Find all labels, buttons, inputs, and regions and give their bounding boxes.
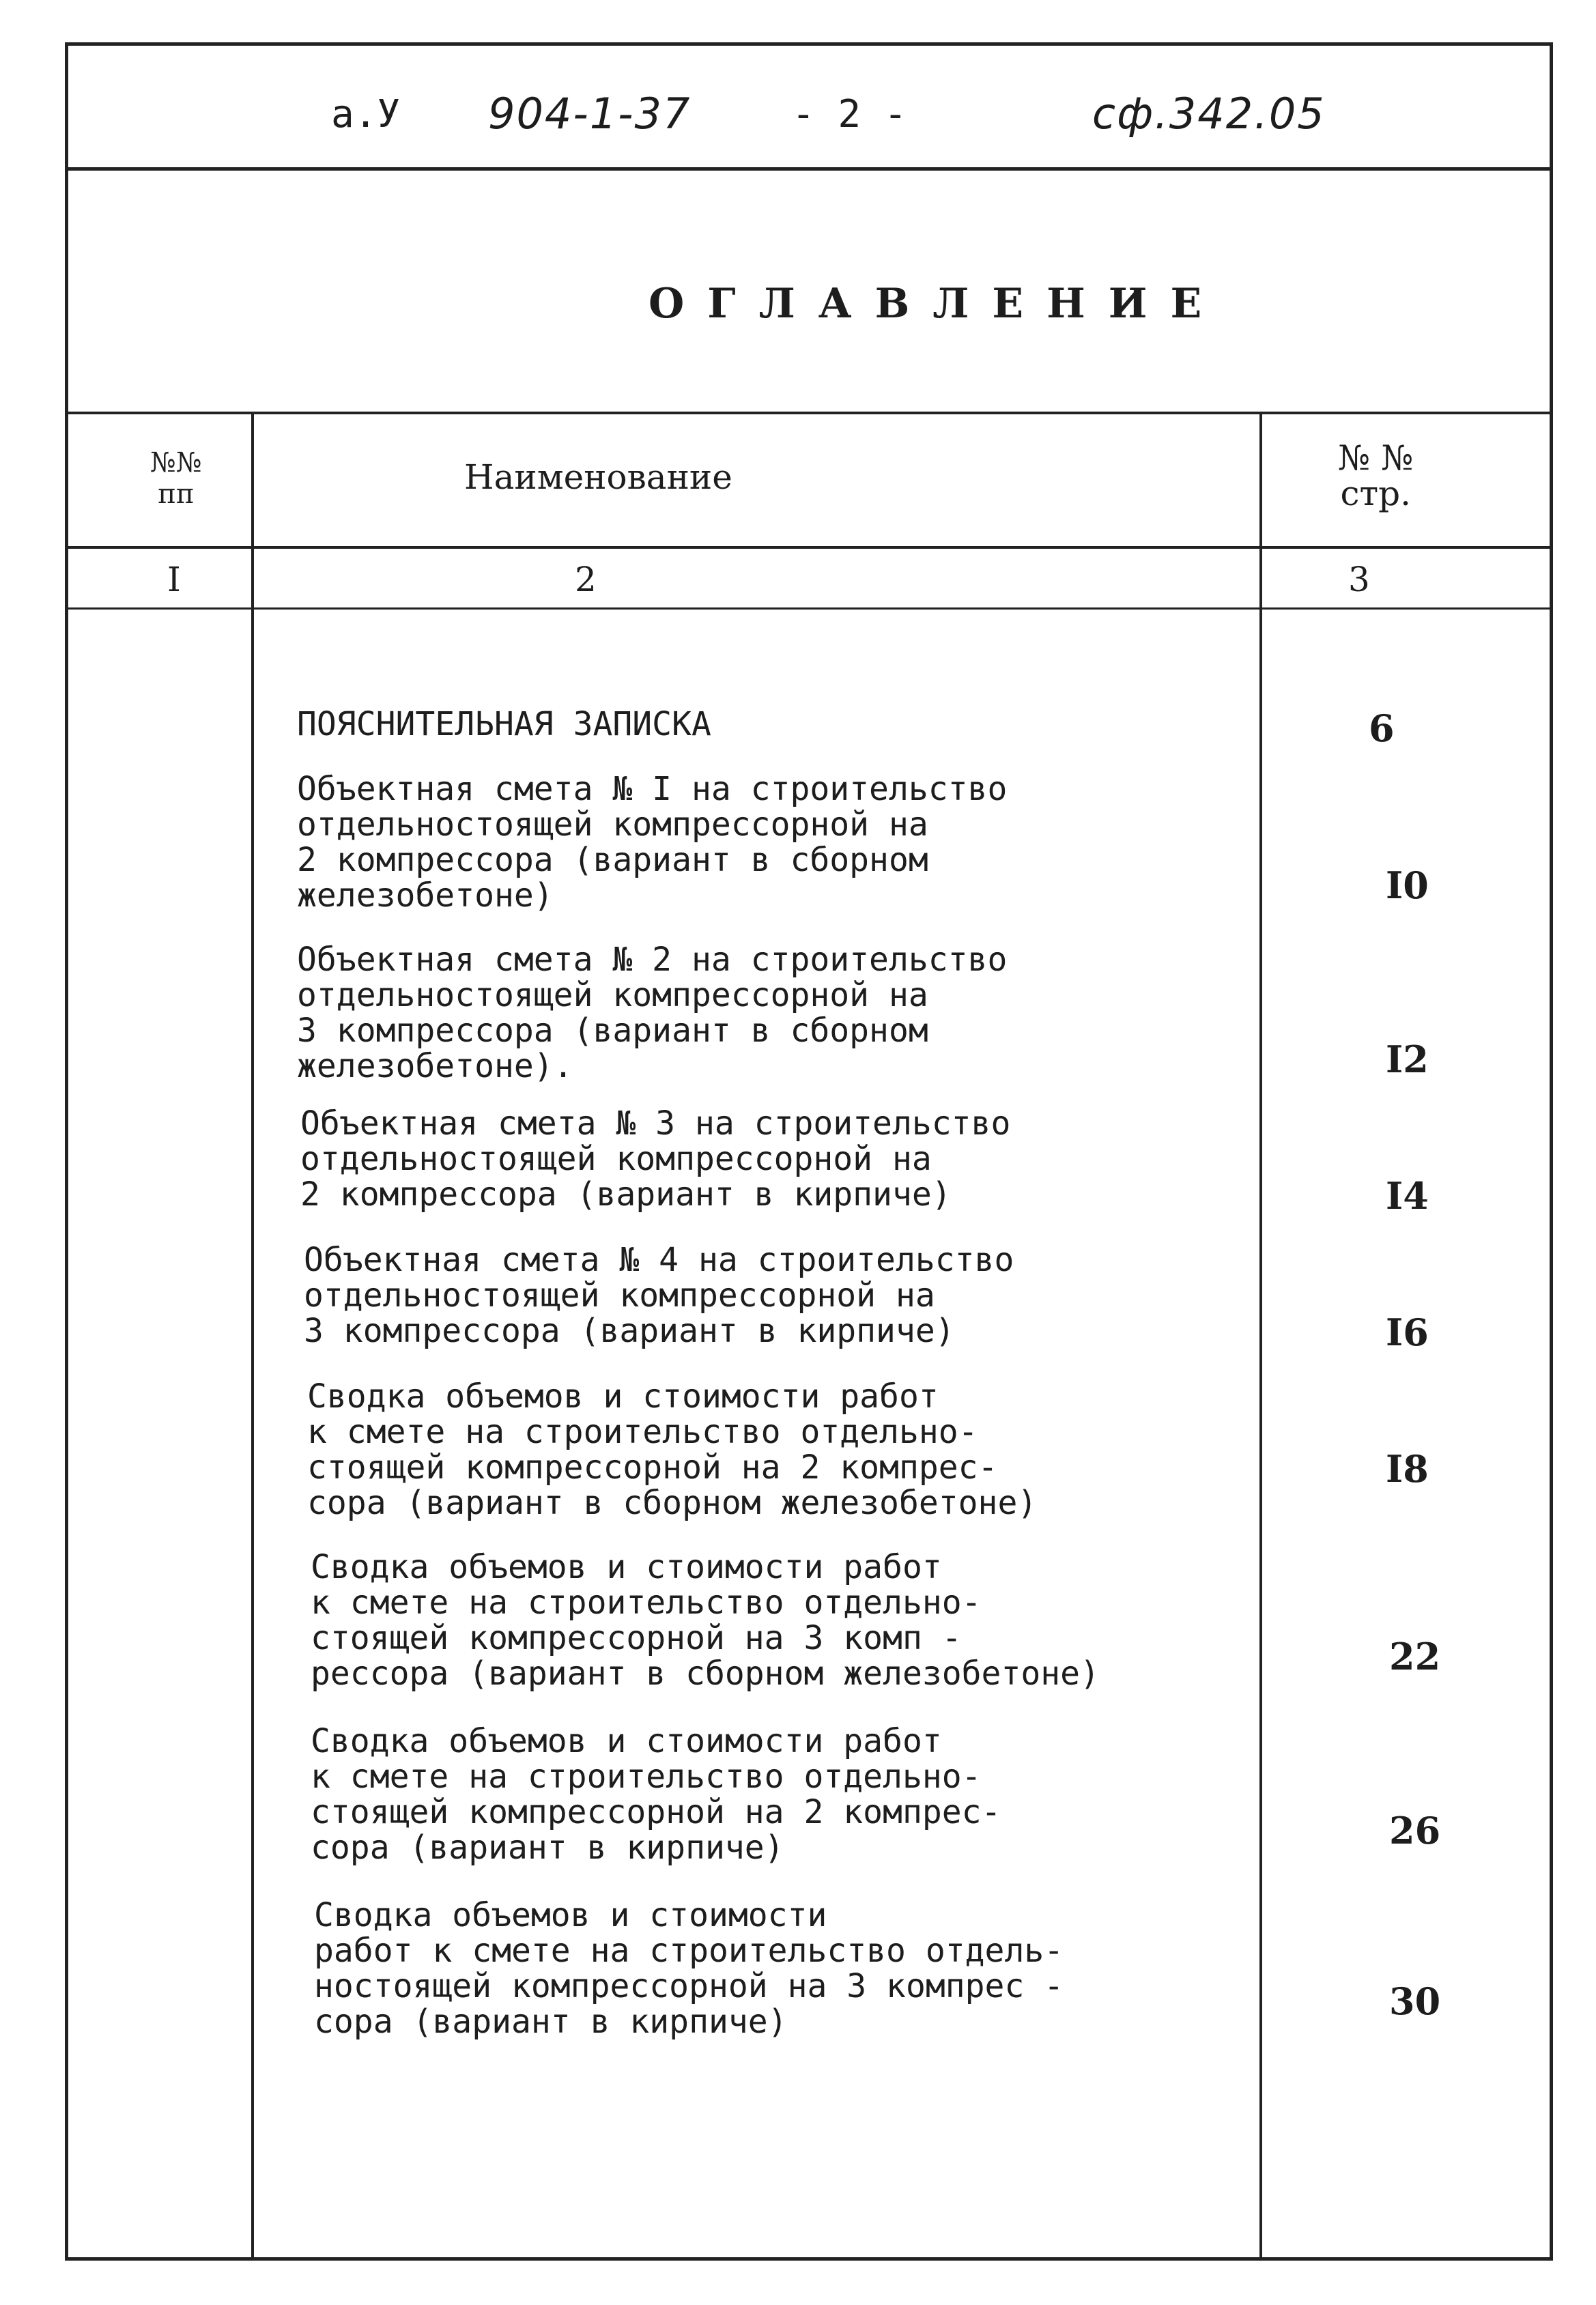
- toc-entry-page: 22: [1389, 1635, 1441, 1678]
- header-divider: [65, 167, 1553, 171]
- column-header-page-label: № № стр.: [1338, 438, 1414, 513]
- column-header-number-label: №№ пп: [150, 447, 202, 510]
- toc-entry-page: I4: [1386, 1174, 1429, 1218]
- sheet-code: сф.342.05: [1092, 89, 1326, 139]
- toc-entry-name: Сводка объемов и стоимости работ к смете на строительство отдель- ностоящей компрессорной на 3 компрес - сора (вариант в кирпиче): [314, 1896, 1064, 2041]
- column-number-1: I: [167, 560, 181, 599]
- toc-entry-name: Сводка объемов и стоимости работ к смете на строительство отдельно- стоящей компрессорной на 2 компрес- сора (вариант в сборном железобетоне): [307, 1377, 1038, 1522]
- org-code: а.У: [331, 92, 401, 137]
- toc-entry-page: I0: [1386, 863, 1429, 907]
- project-number: 904-1-37: [488, 89, 692, 139]
- page-number: - 2 -: [792, 92, 907, 137]
- column-header-page: [1338, 440, 1414, 511]
- toc-entry-page: 6: [1369, 706, 1395, 750]
- toc-entry-name: ПОЯСНИТЕЛЬНАЯ ЗАПИСКА: [297, 705, 711, 743]
- column-header-number: [150, 447, 202, 510]
- column-header-rule: [65, 546, 1553, 549]
- column-divider-1: [251, 413, 254, 2259]
- column-number-rule: [65, 607, 1553, 610]
- column-divider-2: [1259, 413, 1262, 2259]
- table-top-rule: [65, 412, 1553, 414]
- toc-entry-page: 26: [1389, 1809, 1441, 1852]
- document-title: ОГЛАВЛЕНИЕ: [649, 280, 1225, 328]
- toc-entry-page: I6: [1386, 1311, 1429, 1354]
- toc-entry-name: Объектная смета № 2 на строительство отдельностоящей компрессорной на 3 компрессора (вариант в сборном железобетоне).: [297, 941, 1008, 1085]
- toc-entry-name: Объектная смета № I на строительство отдельностоящей компрессорной на 2 компрессора (вариант в сборном железобетоне): [297, 770, 1008, 915]
- toc-entry-name: Объектная смета № 4 на строительство отдельностоящей компрессорной на 3 компрессора (вариант в кирпиче): [304, 1241, 1014, 1350]
- toc-entry-page: I8: [1386, 1447, 1429, 1491]
- toc-entry-name: Сводка объемов и стоимости работ к смете на строительство отдельно- стоящей компрессорной на 2 компрес- сора (вариант в кирпиче): [311, 1722, 1001, 1867]
- toc-entry-name: Сводка объемов и стоимости работ к смете на строительство отдельно- стоящей компрессорной на 3 комп - рессора (вариант в сборном железобетоне): [311, 1548, 1100, 1693]
- toc-entry-name: Объектная смета № 3 на строительство отдельностоящей компрессорной на 2 компрессора (вариант в кирпиче): [300, 1104, 1011, 1214]
- column-number-3: 3: [1348, 560, 1370, 599]
- toc-entry-page: I2: [1386, 1037, 1429, 1081]
- column-header-name: Наименование: [464, 457, 732, 497]
- toc-entry-page: 30: [1389, 1979, 1441, 2023]
- column-number-2: 2: [575, 560, 597, 599]
